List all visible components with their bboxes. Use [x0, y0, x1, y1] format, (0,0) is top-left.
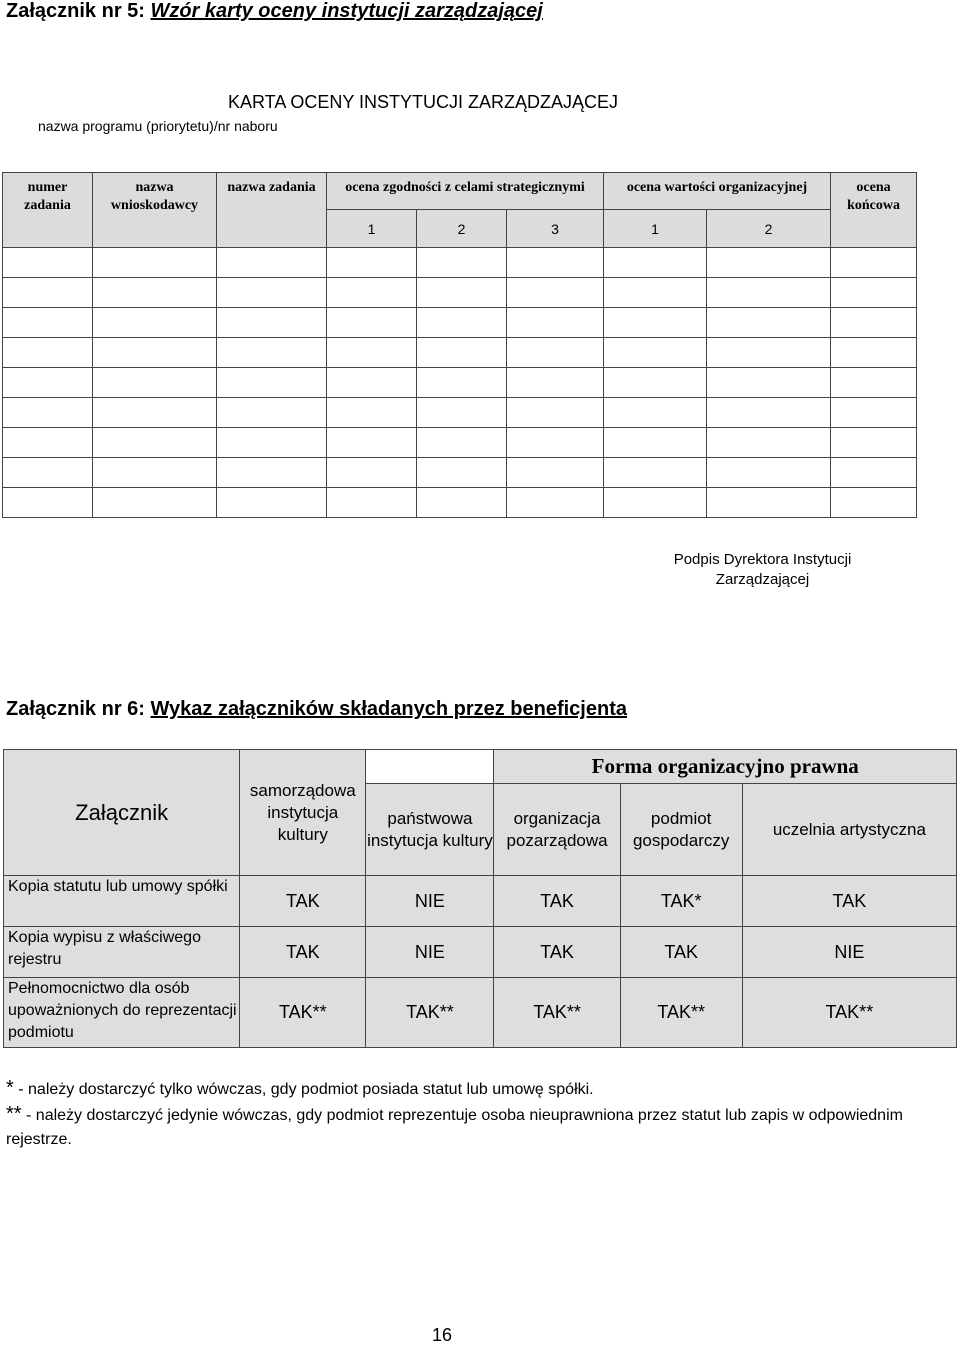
attachment5-title: Wzór karty oceny instytucji zarządzającej — [150, 0, 543, 22]
evaluation-table — [2, 172, 917, 518]
row-label: Kopia wypisu z właściwego rejestru — [4, 927, 240, 978]
table-cell: NIE — [366, 927, 494, 978]
table-cell: TAK** — [240, 978, 366, 1048]
col-header-organizacja: organizacja pozarządowa — [494, 784, 620, 876]
table-row — [4, 927, 957, 978]
col-header-koncowa: ocena końcowa — [831, 173, 917, 248]
attachment6-title: Wykaz załączników składanych przez beneficjenta — [150, 698, 627, 720]
sub-header-3: 3 — [507, 210, 604, 248]
table-row — [3, 338, 917, 368]
table-cell: TAK — [494, 927, 620, 978]
footnote-2-mark: ** — [6, 1103, 22, 1125]
table-cell: NIE — [742, 927, 956, 978]
table-cell: TAK — [494, 876, 620, 927]
row-label: Pełnomocnictwo dla osób upoważnionych do reprezentacji podmiotu — [4, 978, 240, 1048]
page-number: 16 — [432, 1325, 453, 1345]
attachment6-heading — [6, 698, 627, 721]
table-row — [4, 978, 957, 1048]
sub-header-5: 2 — [707, 210, 831, 248]
table-row — [4, 876, 957, 927]
attachment5-heading — [6, 0, 543, 23]
table-cell: TAK** — [366, 978, 494, 1048]
col-header-podmiot: podmiot gospodarczy — [620, 784, 742, 876]
col-header-panstwowa: państwowa instytucja kultury — [366, 784, 494, 876]
signature-label: Podpis Dyrektora Instytucji Zarządzającej — [673, 551, 852, 588]
attachment6-prefix: Załącznik nr 6: — [6, 698, 145, 720]
row-label: Kopia statutu lub umowy spółki — [4, 876, 240, 927]
col-header-samorzadowa: samorządowa instytucja kultury — [240, 750, 366, 876]
col-header-zgodnosc: ocena zgodności z celami strategicznymi — [327, 173, 604, 210]
table-row — [3, 278, 917, 308]
corner-header: Załącznik — [4, 750, 240, 876]
col-header-wartosc: ocena wartości organizacyjnej — [604, 173, 831, 210]
table-cell: TAK — [240, 927, 366, 978]
footnote-1-text: - należy dostarczyć tylko wówczas, gdy podmiot posiada statut lub umowę spółki. — [18, 1081, 594, 1098]
col-header-numer: numer zadania — [3, 173, 93, 248]
forma-header: Forma organizacyjno prawna — [494, 750, 957, 784]
footnote-2 — [6, 1102, 936, 1152]
table-row — [3, 248, 917, 278]
table-cell: TAK* — [620, 876, 742, 927]
sub-header-1: 1 — [327, 210, 417, 248]
table-row — [3, 398, 917, 428]
table-cell: TAK — [742, 876, 956, 927]
table-row — [3, 428, 917, 458]
footnotes — [6, 1076, 936, 1152]
table-cell: TAK — [240, 876, 366, 927]
card-title: KARTA OCENY INSTYTUCJI ZARZĄDZAJĄCEJ — [228, 92, 619, 112]
table-cell: TAK — [620, 927, 742, 978]
table-row — [3, 368, 917, 398]
table-row — [3, 458, 917, 488]
col-header-zadanie: nazwa zadania — [217, 173, 327, 248]
footnote-1-mark: * — [6, 1077, 14, 1099]
table-cell: TAK** — [620, 978, 742, 1048]
table-cell: TAK** — [742, 978, 956, 1048]
footnote-2-text: - należy dostarczyć jedynie wówczas, gdy podmiot reprezentuje osoba nieuprawniona przez statut lub zapis w odpowiednim rejestrze. — [6, 1107, 903, 1148]
program-label: nazwa programu (priorytetu)/nr naboru — [38, 118, 278, 134]
table-row — [3, 308, 917, 338]
table-cell: TAK** — [494, 978, 620, 1048]
attachment5-prefix: Załącznik nr 5: — [6, 0, 145, 22]
sub-header-4: 1 — [604, 210, 707, 248]
footnote-1 — [6, 1076, 936, 1102]
table-row — [3, 488, 917, 518]
table-cell: NIE — [366, 876, 494, 927]
sub-header-2: 2 — [417, 210, 507, 248]
col-header-uczelnia: uczelnia artystyczna — [742, 784, 956, 876]
attachments-table — [3, 749, 957, 1048]
col-header-wnioskodawca: nazwa wnioskodawcy — [93, 173, 217, 248]
